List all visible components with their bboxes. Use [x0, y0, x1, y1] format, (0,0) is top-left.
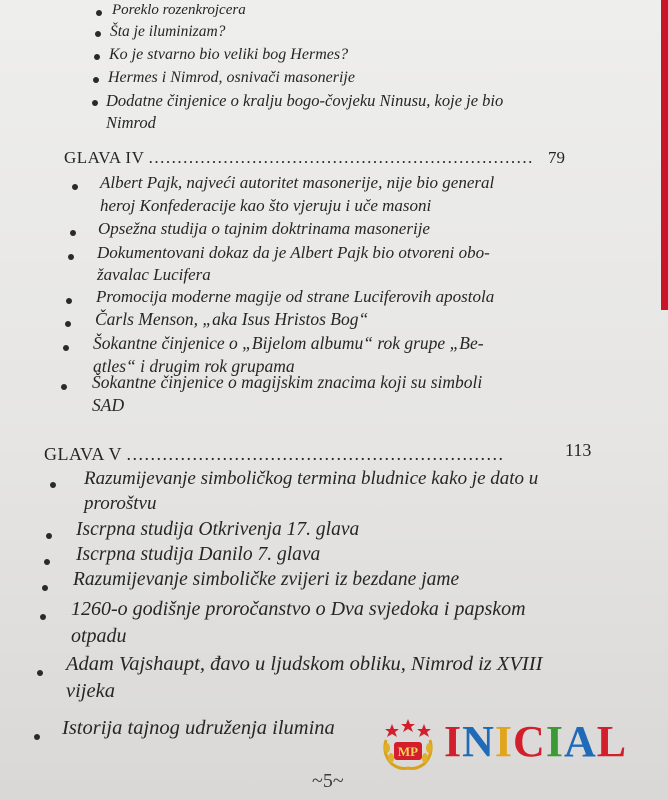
bullet: [61, 384, 67, 390]
logo-letter: C: [513, 717, 546, 766]
chapter-5-heading: [44, 444, 505, 465]
bullet: [65, 321, 71, 327]
bullet: [40, 614, 46, 620]
bullet: [44, 559, 50, 565]
chapter-title: GLAVA IV: [64, 148, 145, 167]
bullet: [37, 670, 43, 676]
toc-item: 1260-o godišnje proročanstvo o Dva svjedoka i papskom: [71, 598, 526, 620]
leader-dots: ...............................................................: [126, 444, 505, 464]
logo-letter: I: [444, 717, 463, 766]
bullet: [63, 345, 69, 351]
toc-item: Ko je stvarno bio veliki bog Hermes?: [109, 46, 349, 63]
chapter-title: GLAVA V: [44, 444, 123, 464]
bullet: [94, 54, 100, 60]
toc-item: Istorija tajnog udruženja ilumina: [62, 717, 335, 739]
bullet: [34, 734, 40, 740]
toc-item-continuation: Nimrod: [106, 113, 156, 132]
bullet: [46, 533, 52, 539]
chapter-5-page: 113: [565, 440, 592, 460]
bullet: [93, 77, 99, 83]
toc-item: Razumijevanje simboličkog termina bludnice kako je dato u: [84, 468, 539, 489]
toc-item: Hermes i Nimrod, osnivači masonerije: [108, 69, 355, 86]
toc-item: Albert Pajk, najveći autoritet masonerije, nije bio general: [100, 173, 495, 192]
toc-item: Promocija moderne magije od strane Luciferovih apostola: [96, 287, 495, 306]
badge-text: MP: [397, 744, 419, 759]
bullet: [66, 298, 72, 304]
bullet: [96, 10, 102, 16]
toc-item: Dodatne činjenice o kralju bogo-čovjeku Ninusu, koje je bio: [106, 91, 504, 110]
publisher-logo: [378, 712, 646, 778]
bullet: [68, 254, 74, 260]
toc-item: Čarls Menson, „aka Isus Hristos Bog“: [95, 309, 369, 329]
toc-item: Razumijevanje simboličke zvijeri iz bezdane jame: [73, 569, 460, 590]
chapter-4-heading: [64, 148, 534, 168]
page-number: ~5~: [312, 770, 344, 792]
toc-item: Adam Vajshaupt, đavo u ljudskom obliku, Nimrod iz XVIII: [66, 653, 543, 675]
red-page-edge: [661, 0, 668, 310]
publisher-wordmark: [444, 716, 627, 767]
bullet: [92, 100, 98, 106]
toc-item: Opsežna studija o tajnim doktrinama masonerije: [98, 219, 430, 238]
toc-item-continuation: proroštvu: [84, 493, 157, 514]
toc-item: Šokantne činjenice o magijskim znacima koji su simboli: [92, 372, 483, 392]
bullet: [70, 230, 76, 236]
toc-item-continuation: otpadu: [71, 625, 127, 647]
logo-letter: I: [545, 717, 564, 766]
toc-item: Poreklo rozenkrojcera: [112, 2, 246, 18]
toc-item-continuation: vijeka: [66, 680, 115, 702]
chapter-4-page: 79: [548, 148, 565, 167]
bullet: [95, 31, 101, 37]
logo-letter: N: [462, 717, 495, 766]
bullet: [42, 585, 48, 591]
logo-letter: I: [494, 717, 514, 766]
leader-dots: ...................................................................: [148, 148, 534, 167]
toc-item-continuation: žavalac Lucifera: [97, 265, 211, 284]
toc-item: Šokantne činjenice o „Bijelom albumu“ rok grupe „Be-: [93, 333, 484, 353]
toc-item-continuation: SAD: [92, 395, 125, 415]
toc-item-continuation: atles“ i drugim rok grupama: [93, 356, 295, 376]
bullet: [72, 184, 78, 190]
logo-letter: A: [563, 717, 597, 766]
toc-item: Iscrpna studija Danilo 7. glava: [76, 544, 321, 565]
toc-item-continuation: heroj Konfederacije kao što vjeruju i uče masoni: [100, 196, 432, 215]
toc-item: Šta je iluminizam?: [110, 23, 226, 40]
toc-item: Iscrpna studija Otkrivenja 17. glava: [76, 519, 360, 540]
laurel-crown-icon: [378, 718, 438, 772]
bullet: [50, 482, 56, 488]
logo-letter: L: [596, 717, 628, 766]
toc-item: Dokumentovani dokaz da je Albert Pajk bio otvoreni obo-: [97, 243, 490, 262]
